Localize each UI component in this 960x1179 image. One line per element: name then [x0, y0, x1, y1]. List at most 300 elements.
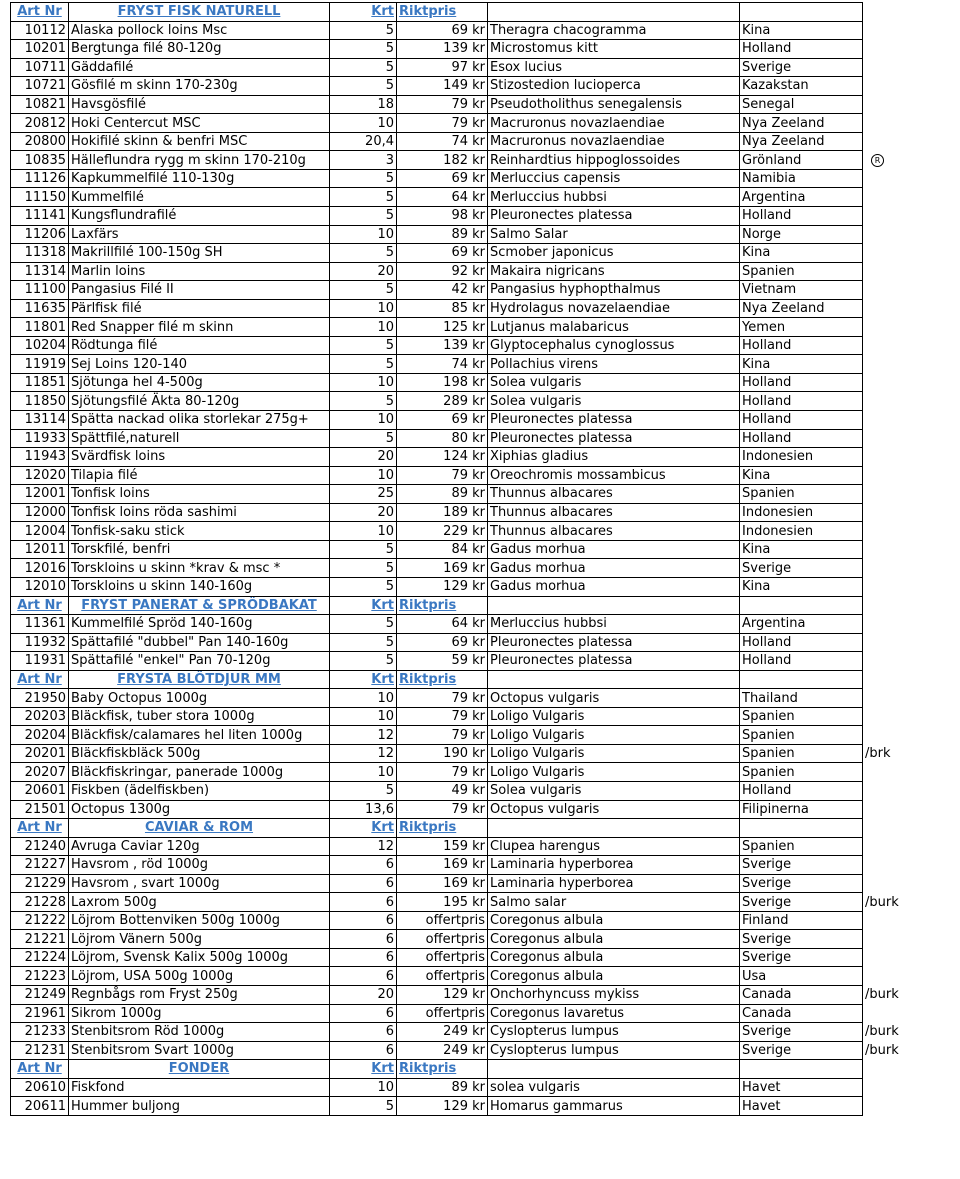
article-number: 20812 [11, 114, 69, 133]
product-name: Havsrom , svart 1000g [69, 874, 330, 893]
unit-note [863, 763, 951, 782]
unit-note [863, 615, 951, 634]
price: 139 kr [397, 336, 488, 355]
article-number: 21221 [11, 930, 69, 949]
article-number: 11933 [11, 429, 69, 448]
price: 125 kr [397, 318, 488, 337]
unit-note [863, 485, 951, 504]
latin-name: Octopus vulgaris [488, 800, 740, 819]
product-name: Hokifilé skinn & benfri MSC [69, 132, 330, 151]
unit-note [863, 58, 951, 77]
origin-country: Usa [740, 967, 863, 986]
product-name: Löjrom Bottenviken 500g 1000g [69, 911, 330, 930]
origin-country: Holland [740, 392, 863, 411]
header-art-nr: Art Nr [11, 596, 69, 615]
carton-qty: 10 [330, 522, 397, 541]
origin-country: Spanien [740, 262, 863, 281]
unit-note [863, 392, 951, 411]
unit-note [863, 411, 951, 430]
price: 69 kr [397, 244, 488, 263]
product-name: Stenbitsrom Röd 1000g [69, 1023, 330, 1042]
product-name: Kummelfilé Spröd 140-160g [69, 615, 330, 634]
article-number: 20207 [11, 763, 69, 782]
article-number: 20201 [11, 744, 69, 763]
product-name: Spättfilé,naturell [69, 429, 330, 448]
section-header [11, 670, 951, 689]
price: 69 kr [397, 633, 488, 652]
unit-note [863, 114, 951, 133]
article-number: 11850 [11, 392, 69, 411]
product-name: Gösfilé m skinn 170-230g [69, 77, 330, 96]
article-number: 11932 [11, 633, 69, 652]
table-row [11, 132, 951, 151]
price: 169 kr [397, 856, 488, 875]
origin-country: Spanien [740, 726, 863, 745]
product-name: Bläckfisk/calamares hel liten 1000g [69, 726, 330, 745]
price: 124 kr [397, 448, 488, 467]
article-number: 11100 [11, 281, 69, 300]
carton-qty: 6 [330, 874, 397, 893]
table-row [11, 985, 951, 1004]
unit-note [863, 911, 951, 930]
origin-country: Argentina [740, 188, 863, 207]
table-row [11, 299, 951, 318]
origin-country: Sverige [740, 948, 863, 967]
table-row [11, 40, 951, 59]
table-row [11, 244, 951, 263]
unit-note: /burk [863, 893, 951, 912]
table-row [11, 633, 951, 652]
section-header [11, 3, 951, 22]
latin-name: Thunnus albacares [488, 522, 740, 541]
origin-country: Sverige [740, 1041, 863, 1060]
article-number: 21228 [11, 893, 69, 912]
carton-qty: 5 [330, 169, 397, 188]
table-row [11, 689, 951, 708]
carton-qty: 10 [330, 114, 397, 133]
carton-qty: 5 [330, 281, 397, 300]
latin-name: Cyslopterus lumpus [488, 1041, 740, 1060]
section-title: FRYSTA BLÖTDJUR MM [69, 670, 330, 689]
price: offertpris [397, 930, 488, 949]
unit-note [863, 466, 951, 485]
price: 79 kr [397, 466, 488, 485]
latin-name: Theragra chacogramma [488, 21, 740, 40]
article-number: 10711 [11, 58, 69, 77]
header-blank [740, 819, 863, 838]
price: 79 kr [397, 763, 488, 782]
article-number: 10835 [11, 151, 69, 170]
origin-country: Kina [740, 466, 863, 485]
latin-name: Lutjanus malabaricus [488, 318, 740, 337]
price: 198 kr [397, 373, 488, 392]
carton-qty: 10 [330, 707, 397, 726]
latin-name: Pleuronectes platessa [488, 633, 740, 652]
price: 195 kr [397, 893, 488, 912]
origin-country: Grönland [740, 151, 863, 170]
price: 79 kr [397, 114, 488, 133]
unit-note: /burk [863, 1023, 951, 1042]
article-number: 12010 [11, 577, 69, 596]
latin-name: Gadus morhua [488, 559, 740, 578]
price: 79 kr [397, 800, 488, 819]
unit-note [863, 856, 951, 875]
table-row [11, 262, 951, 281]
latin-name: Salmo Salar [488, 225, 740, 244]
price: 69 kr [397, 21, 488, 40]
origin-country: Holland [740, 781, 863, 800]
latin-name: Reinhardtius hippoglossoides [488, 151, 740, 170]
carton-qty: 6 [330, 893, 397, 912]
product-name: Tilapia filé [69, 466, 330, 485]
origin-country: Spanien [740, 744, 863, 763]
origin-country: Spanien [740, 763, 863, 782]
article-number: 11126 [11, 169, 69, 188]
unit-note [863, 689, 951, 708]
unit-note [863, 448, 951, 467]
price: 89 kr [397, 1078, 488, 1097]
header-blank [488, 1060, 740, 1079]
table-row [11, 856, 951, 875]
article-number: 21240 [11, 837, 69, 856]
latin-name: Pleuronectes platessa [488, 411, 740, 430]
registered-icon: R [871, 154, 884, 167]
header-krt: Krt [330, 3, 397, 22]
origin-country: Indonesien [740, 503, 863, 522]
table-row [11, 1041, 951, 1060]
table-row [11, 967, 951, 986]
origin-country: Holland [740, 411, 863, 430]
article-number: 20203 [11, 707, 69, 726]
carton-qty: 6 [330, 1023, 397, 1042]
latin-name: Solea vulgaris [488, 781, 740, 800]
unit-note [863, 948, 951, 967]
product-name: Gäddafilé [69, 58, 330, 77]
unit-note [863, 967, 951, 986]
unit-note [863, 262, 951, 281]
article-number: 11943 [11, 448, 69, 467]
table-row [11, 21, 951, 40]
price: offertpris [397, 948, 488, 967]
price: 189 kr [397, 503, 488, 522]
article-number: 12001 [11, 485, 69, 504]
latin-name: Pleuronectes platessa [488, 429, 740, 448]
unit-note [863, 1097, 951, 1116]
product-name: Baby Octopus 1000g [69, 689, 330, 708]
header-blank [488, 670, 740, 689]
product-name: Pärlfisk filé [69, 299, 330, 318]
article-number: 21227 [11, 856, 69, 875]
carton-qty: 13,6 [330, 800, 397, 819]
product-name: Torskloins u skinn 140-160g [69, 577, 330, 596]
carton-qty: 5 [330, 188, 397, 207]
header-blank [740, 670, 863, 689]
product-name: Svärdfisk loins [69, 448, 330, 467]
latin-name: Pangasius hyphopthalmus [488, 281, 740, 300]
header-riktpris: Riktpris [397, 670, 488, 689]
product-name: Bläckfisk, tuber stora 1000g [69, 707, 330, 726]
price: 169 kr [397, 559, 488, 578]
table-row [11, 652, 951, 671]
unit-note [863, 244, 951, 263]
latin-name: Merluccius hubbsi [488, 188, 740, 207]
carton-qty: 10 [330, 299, 397, 318]
carton-qty: 5 [330, 1097, 397, 1116]
unit-note [863, 726, 951, 745]
carton-qty: 18 [330, 95, 397, 114]
origin-country: Sverige [740, 58, 863, 77]
article-number: 21233 [11, 1023, 69, 1042]
latin-name: Cyslopterus lumpus [488, 1023, 740, 1042]
header-krt: Krt [330, 1060, 397, 1079]
price: 249 kr [397, 1023, 488, 1042]
table-row [11, 1078, 951, 1097]
price: 69 kr [397, 169, 488, 188]
article-number: 10112 [11, 21, 69, 40]
latin-name: Clupea harengus [488, 837, 740, 856]
latin-name: Gadus morhua [488, 577, 740, 596]
article-number: 11206 [11, 225, 69, 244]
origin-country: Indonesien [740, 448, 863, 467]
table-row [11, 781, 951, 800]
price: 182 kr [397, 151, 488, 170]
unit-note [863, 207, 951, 226]
article-number: 11361 [11, 615, 69, 634]
header-blank [863, 819, 951, 838]
header-blank [740, 3, 863, 22]
origin-country: Holland [740, 429, 863, 448]
latin-name: Glyptocephalus cynoglossus [488, 336, 740, 355]
article-number: 12020 [11, 466, 69, 485]
table-row [11, 707, 951, 726]
unit-note [863, 930, 951, 949]
product-name: Stenbitsrom Svart 1000g [69, 1041, 330, 1060]
latin-name: Thunnus albacares [488, 485, 740, 504]
table-row [11, 188, 951, 207]
article-number: 21223 [11, 967, 69, 986]
product-name: Fiskben (ädelfiskben) [69, 781, 330, 800]
latin-name: Macruronus novazlaendiae [488, 132, 740, 151]
product-name: Sej Loins 120-140 [69, 355, 330, 374]
section-title: FRYST FISK NATURELL [69, 3, 330, 22]
carton-qty: 10 [330, 318, 397, 337]
carton-qty: 5 [330, 652, 397, 671]
latin-name: Scmober japonicus [488, 244, 740, 263]
product-name: Spättafilé "enkel" Pan 70-120g [69, 652, 330, 671]
carton-qty: 5 [330, 429, 397, 448]
latin-name: Coregonus albula [488, 948, 740, 967]
article-number: 11801 [11, 318, 69, 337]
article-number: 21961 [11, 1004, 69, 1023]
price: 149 kr [397, 77, 488, 96]
carton-qty: 20 [330, 985, 397, 1004]
unit-note [863, 522, 951, 541]
carton-qty: 5 [330, 615, 397, 634]
price: 42 kr [397, 281, 488, 300]
origin-country: Nya Zeeland [740, 132, 863, 151]
carton-qty: 5 [330, 77, 397, 96]
table-row [11, 874, 951, 893]
price: 159 kr [397, 837, 488, 856]
article-number: 21249 [11, 985, 69, 1004]
origin-country: Indonesien [740, 522, 863, 541]
latin-name: Xiphias gladius [488, 448, 740, 467]
article-number: 12004 [11, 522, 69, 541]
table-row [11, 726, 951, 745]
header-art-nr: Art Nr [11, 670, 69, 689]
latin-name: Oreochromis mossambicus [488, 466, 740, 485]
price: 85 kr [397, 299, 488, 318]
carton-qty: 6 [330, 1004, 397, 1023]
header-blank [863, 670, 951, 689]
unit-note [863, 837, 951, 856]
unit-note [863, 874, 951, 893]
carton-qty: 6 [330, 911, 397, 930]
product-name: Tonfisk loins röda sashimi [69, 503, 330, 522]
carton-qty: 6 [330, 948, 397, 967]
table-row [11, 58, 951, 77]
latin-name: Loligo Vulgaris [488, 744, 740, 763]
unit-note [863, 355, 951, 374]
unit-note [863, 577, 951, 596]
price: 229 kr [397, 522, 488, 541]
price: offertpris [397, 1004, 488, 1023]
article-number: 21950 [11, 689, 69, 708]
carton-qty: 12 [330, 744, 397, 763]
table-row [11, 763, 951, 782]
article-number: 10204 [11, 336, 69, 355]
header-blank [863, 596, 951, 615]
origin-country: Spanien [740, 485, 863, 504]
origin-country: Sverige [740, 930, 863, 949]
table-row [11, 466, 951, 485]
table-row [11, 151, 951, 170]
header-riktpris: Riktpris [397, 3, 488, 22]
product-name: Hoki Centercut MSC [69, 114, 330, 133]
price: 74 kr [397, 132, 488, 151]
table-row [11, 1023, 951, 1042]
unit-note: /brk [863, 744, 951, 763]
origin-country: Sverige [740, 559, 863, 578]
product-name: Torskloins u skinn *krav & msc * [69, 559, 330, 578]
carton-qty: 5 [330, 40, 397, 59]
carton-qty: 5 [330, 21, 397, 40]
carton-qty: 12 [330, 726, 397, 745]
product-name: Kungsflundrafilé [69, 207, 330, 226]
latin-name: Hydrolagus novazelaendiae [488, 299, 740, 318]
price: 129 kr [397, 1097, 488, 1116]
unit-note [863, 336, 951, 355]
article-number: 11150 [11, 188, 69, 207]
header-riktpris: Riktpris [397, 596, 488, 615]
unit-note [863, 169, 951, 188]
latin-name: Thunnus albacares [488, 503, 740, 522]
price: 80 kr [397, 429, 488, 448]
origin-country: Sverige [740, 893, 863, 912]
table-row [11, 207, 951, 226]
latin-name: Pseudotholithus senegalensis [488, 95, 740, 114]
price: 92 kr [397, 262, 488, 281]
unit-note [863, 299, 951, 318]
header-krt: Krt [330, 596, 397, 615]
unit-note [863, 132, 951, 151]
header-art-nr: Art Nr [11, 3, 69, 22]
unit-note [863, 281, 951, 300]
latin-name: Octopus vulgaris [488, 689, 740, 708]
product-name: Marlin loins [69, 262, 330, 281]
header-riktpris: Riktpris [397, 1060, 488, 1079]
product-name: Spättafilé "dubbel" Pan 140-160g [69, 633, 330, 652]
header-blank [488, 596, 740, 615]
carton-qty: 5 [330, 577, 397, 596]
table-row [11, 930, 951, 949]
product-name: Bläckfiskringar, panerade 1000g [69, 763, 330, 782]
origin-country: Nya Zeeland [740, 299, 863, 318]
price: offertpris [397, 911, 488, 930]
table-row [11, 169, 951, 188]
table-row [11, 911, 951, 930]
table-row [11, 355, 951, 374]
header-blank [740, 1060, 863, 1079]
article-number: 21501 [11, 800, 69, 819]
product-name: Tonfisk-saku stick [69, 522, 330, 541]
product-name: Regnbågs rom Fryst 250g [69, 985, 330, 1004]
unit-note [863, 800, 951, 819]
price: 97 kr [397, 58, 488, 77]
price: 64 kr [397, 188, 488, 207]
unit-note [863, 633, 951, 652]
latin-name: solea vulgaris [488, 1078, 740, 1097]
product-name: Löjrom, USA 500g 1000g [69, 967, 330, 986]
price: 190 kr [397, 744, 488, 763]
table-row [11, 225, 951, 244]
table-row [11, 336, 951, 355]
table-row [11, 800, 951, 819]
price: 289 kr [397, 392, 488, 411]
origin-country: Holland [740, 336, 863, 355]
unit-note [863, 781, 951, 800]
product-name: Bergtunga filé 80-120g [69, 40, 330, 59]
price: 74 kr [397, 355, 488, 374]
unit-note [863, 151, 951, 170]
origin-country: Havet [740, 1078, 863, 1097]
table-row [11, 540, 951, 559]
article-number: 20800 [11, 132, 69, 151]
product-name: Makrillfilé 100-150g SH [69, 244, 330, 263]
article-number: 11851 [11, 373, 69, 392]
article-number: 21222 [11, 911, 69, 930]
carton-qty: 5 [330, 207, 397, 226]
price: 139 kr [397, 40, 488, 59]
product-name: Kummelfilé [69, 188, 330, 207]
latin-name: Coregonus albula [488, 967, 740, 986]
product-name: Hummer buljong [69, 1097, 330, 1116]
unit-note [863, 95, 951, 114]
section-title: FRYST PANERAT & SPRÖDBAKAT [69, 596, 330, 615]
header-krt: Krt [330, 670, 397, 689]
table-row [11, 411, 951, 430]
table-row [11, 77, 951, 96]
product-name: Red Snapper filé m skinn [69, 318, 330, 337]
origin-country: Namibia [740, 169, 863, 188]
unit-note [863, 707, 951, 726]
unit-note [863, 188, 951, 207]
price: 79 kr [397, 95, 488, 114]
latin-name: Coregonus lavaretus [488, 1004, 740, 1023]
origin-country: Argentina [740, 615, 863, 634]
product-name: Alaska pollock loins Msc [69, 21, 330, 40]
origin-country: Sverige [740, 1023, 863, 1042]
